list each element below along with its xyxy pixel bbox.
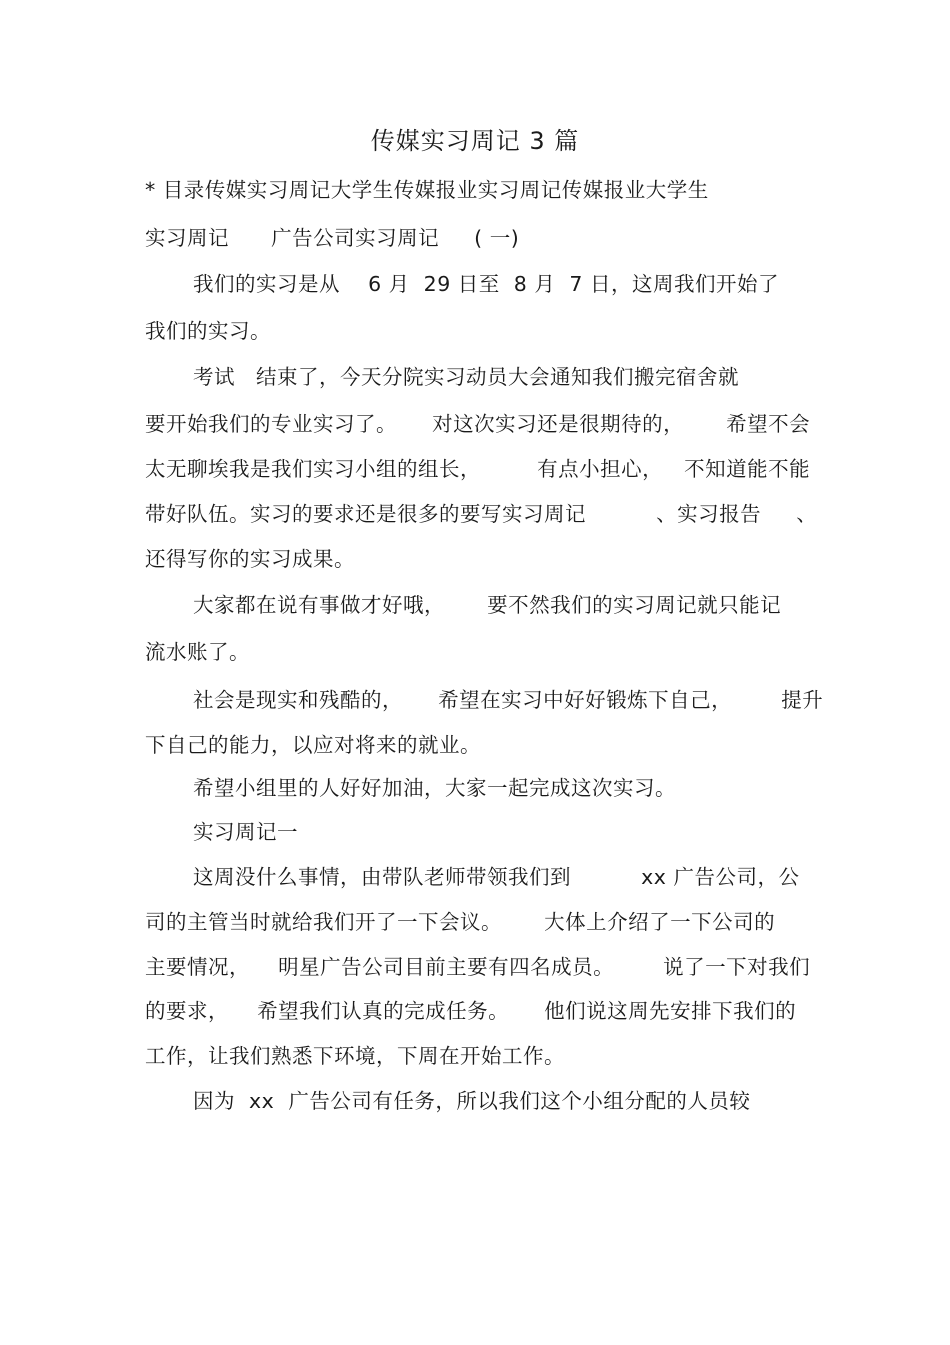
paragraph-line: 主要情况， 明星广告公司目前主要有四名成员。 说了一下对我们 <box>145 955 811 979</box>
paragraph-line: 带好队伍。实习的要求还是很多的要写实习周记 、实习报告 、 <box>145 502 818 526</box>
paragraph-line: 我们的实习是从 6 月 29 日至 8 月 7 日，这周我们开始了 <box>193 272 779 296</box>
paragraph-line: 希望小组里的人好好加油，大家一起完成这次实习。 <box>193 776 676 800</box>
paragraph-line: 的要求， 希望我们认真的完成任务。 他们说这周先安排下我们的 <box>145 999 797 1023</box>
paragraph-line: 社会是现实和残酷的， 希望在实习中好好锻炼下自己， 提升 <box>193 688 824 712</box>
paragraph-line: 司的主管当时就给我们开了一下会议。 大体上介绍了一下公司的 <box>145 910 776 934</box>
section-heading: 实习周记一 <box>193 820 298 844</box>
paragraph-line: 流水账了。 <box>145 640 250 664</box>
document-title: 传媒实习周记 3 篇 <box>370 127 580 155</box>
paragraph-line: 下自己的能力，以应对将来的就业。 <box>145 733 481 757</box>
paragraph-line: 太无聊埃我是我们实习小组的组长， 有点小担心， 不知道能不能 <box>145 457 811 481</box>
paragraph-line: 因为 xx 广告公司有任务，所以我们这个小组分配的人员较 <box>193 1089 751 1113</box>
toc-line-1: * 目录传媒实习周记大学生传媒报业实习周记传媒报业大学生 <box>145 178 709 202</box>
paragraph-line: 工作，让我们熟悉下环境，下周在开始工作。 <box>145 1044 565 1068</box>
paragraph-line: 还得写你的实习成果。 <box>145 547 355 571</box>
toc-line-2: 实习周记 广告公司实习周记 ( 一) <box>145 226 520 250</box>
paragraph-line: 这周没什么事情，由带队老师带领我们到 xx 广告公司，公 <box>193 865 800 889</box>
paragraph-line: 我们的实习。 <box>145 319 271 343</box>
paragraph-line: 大家都在说有事做才好哦， 要不然我们的实习周记就只能记 <box>193 593 782 617</box>
paragraph-line: 考试 结束了，今天分院实习动员大会通知我们搬完宿舍就 <box>193 365 740 389</box>
paragraph-line: 要开始我们的专业实习了。 对这次实习还是很期待的， 希望不会 <box>145 412 811 436</box>
